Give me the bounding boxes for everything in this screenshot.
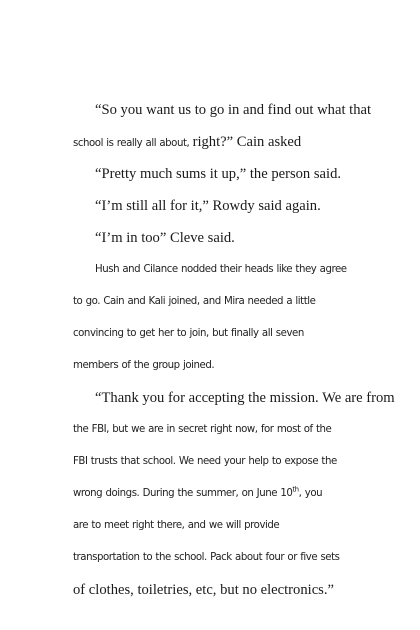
line-2-part-a: school is really all about,: [73, 138, 193, 149]
line-13-main: wrong doings. During the summer, on June 10: [73, 488, 293, 499]
paragraph-line-6: Hush and Cilance nodded their heads like they agree: [95, 264, 347, 275]
paragraph-line-9: members of the group joined.: [73, 360, 215, 371]
line-13-tail: , you: [298, 488, 323, 499]
paragraph-line-7: to go. Cain and Kali joined, and Mira needed a little: [73, 296, 316, 307]
paragraph-line-16: of clothes, toiletries, etc, but no electronics.”: [73, 582, 334, 598]
paragraph-line-10: “Thank you for accepting the mission. We are from: [95, 390, 395, 406]
paragraph-line-14: are to meet right there, and we will provide: [73, 520, 280, 531]
paragraph-line-4: “I’m still all for it,” Rowdy said again.: [95, 198, 321, 214]
paragraph-line-15: transportation to the school. Pack about four or five sets: [73, 552, 340, 563]
paragraph-line-5: “I’m in too” Cleve said.: [95, 230, 235, 246]
line-2-part-b: right?” Cain asked: [192, 134, 302, 150]
paragraph-line-13: [73, 485, 322, 503]
paragraph-line-8: convincing to get her to join, but finally all seven: [73, 328, 304, 339]
paragraph-line-1: “So you want us to go in and find out what that: [95, 102, 372, 118]
paragraph-line-11: the FBI, but we are in secret right now, for most of the: [73, 424, 332, 435]
paragraph-line-12: FBI trusts that school. We need your help to expose the: [73, 456, 337, 467]
line-13-superscript: th: [292, 485, 299, 494]
paragraph-line-3: “Pretty much sums it up,” the person said.: [95, 166, 342, 182]
paragraph-line-2: [73, 133, 301, 153]
